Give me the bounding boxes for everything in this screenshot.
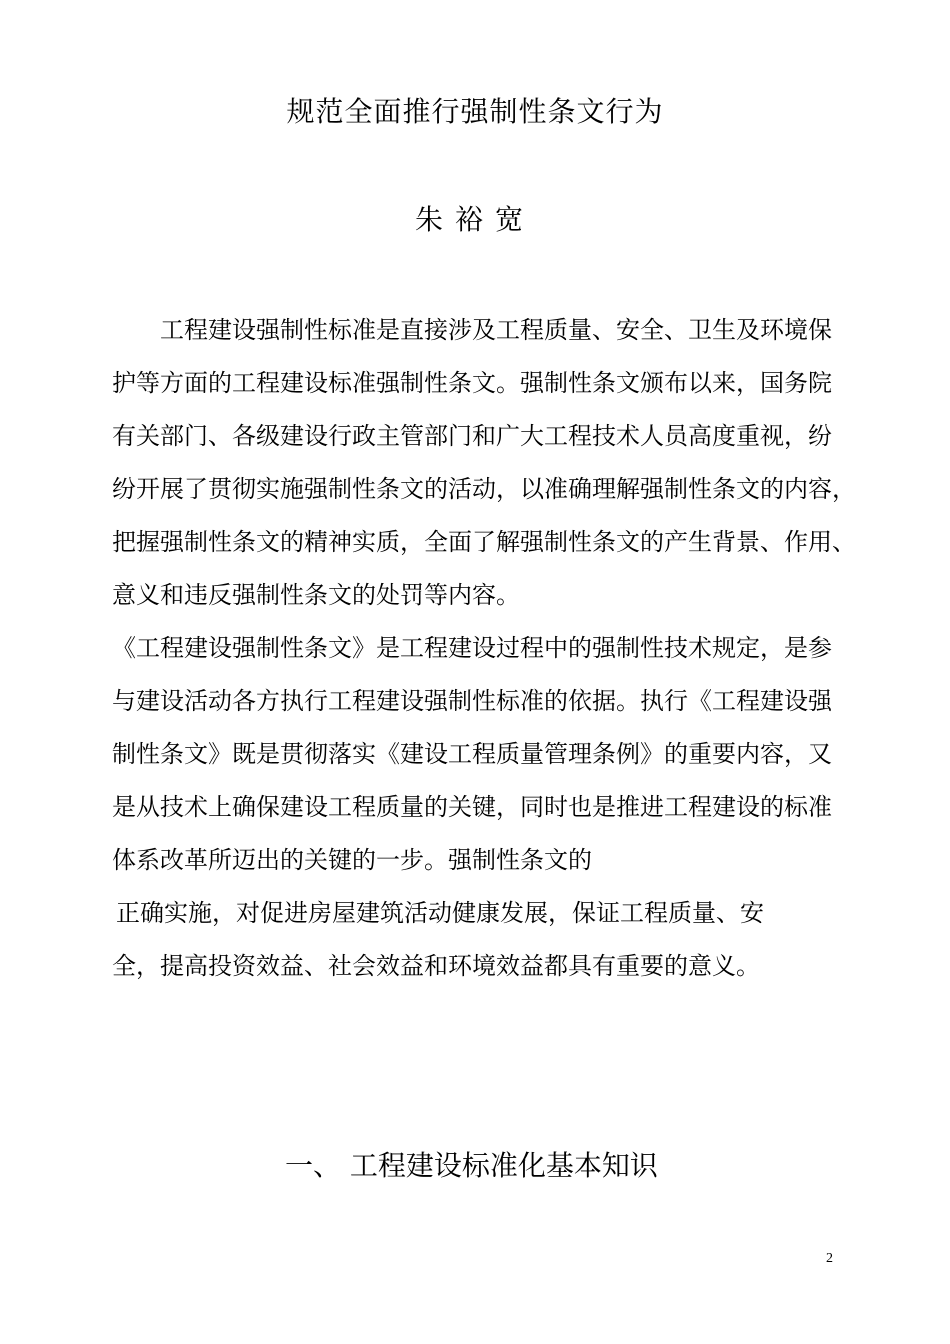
author-name: 朱裕宽	[414, 203, 535, 236]
body-line: 制性条文》既是贯彻落实《建设工程质量管理条例》的重要内容，又	[112, 740, 832, 768]
body-line: 是从技术上确保建设工程质量的关键，同时也是推进工程建设的标准	[112, 793, 832, 821]
body-line: 《工程建设强制性条文》是工程建设过程中的强制性技术规定，是参	[112, 634, 832, 662]
document-title: 规范全面推行强制性条文行为	[286, 95, 664, 128]
body-line: 体系改革所迈出的关键的一步。强制性条文的	[112, 846, 592, 874]
body-line: 全，提高投资效益、社会效益和环境效益都具有重要的意义。	[112, 952, 760, 980]
section-heading: 一、 工程建设标准化基本知识	[285, 1149, 658, 1182]
body-line: 正确实施，对促进房屋建筑活动健康发展，保证工程质量、安	[116, 899, 764, 927]
body-line: 工程建设强制性标准是直接涉及工程质量、安全、卫生及环境保	[160, 316, 832, 344]
body-line: 与建设活动各方执行工程建设强制性标准的依据。执行《工程建设强	[112, 687, 832, 715]
body-line: 意义和违反强制性条文的处罚等内容。	[112, 581, 520, 609]
page-number: 2	[826, 1251, 833, 1266]
body-line: 纷开展了贯彻实施强制性条文的活动，以准确理解强制性条文的内容，	[112, 475, 856, 503]
body-line: 有关部门、各级建设行政主管部门和广大工程技术人员高度重视，纷	[112, 422, 832, 450]
body-line: 护等方面的工程建设标准强制性条文。强制性条文颁布以来，国务院	[112, 369, 832, 397]
body-line: 把握强制性条文的精神实质，全面了解强制性条文的产生背景、作用、	[112, 528, 856, 556]
